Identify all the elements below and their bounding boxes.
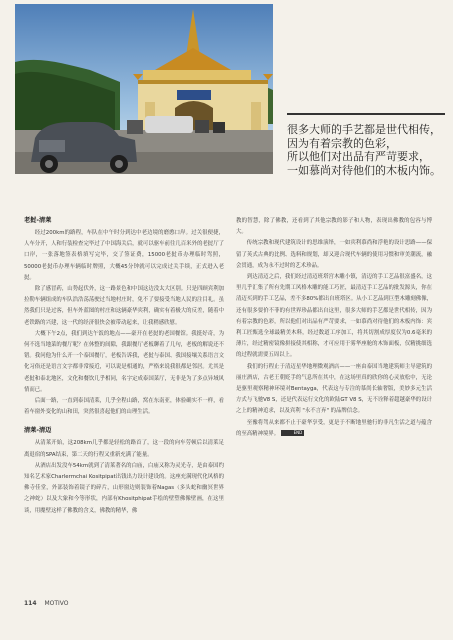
end-mark: END bbox=[281, 430, 304, 436]
page-footer bbox=[24, 600, 69, 607]
section-title-laos-chiangrai: 老挝-清莱 bbox=[24, 217, 52, 224]
paragraph: 后面一路，一直到泰国清莱，几乎全程山路，窝在东南亚，体验确实不一样，看着车窗外变化的山和田，突然很喜起他们的山理生活。 bbox=[24, 398, 224, 416]
left-column bbox=[24, 216, 224, 517]
paragraph-final bbox=[236, 418, 432, 440]
paragraph: 大概下午2点，我们到达午饭的地点——豪开在老挝的老国餐馆。我挺好奇，为何不选当地菜的餐厅呢？在休整的间隙，我跟餐厅老板聊着了几句，老板的解说还不错。我问他为什么开一个泰国餐厅，老板告诉我，老挝与泰国、我国接壤关系语言文化习俗还是语言文字都非常接近，可以说是相通的，严格来说我很都是邻居。尤其是老挝和泰北地区，文化和餐饮几乎相同，名字定成泰国菜厅，无非是为了多点异域风情而已。 bbox=[24, 330, 224, 393]
paragraph: 传统宗教和现代建筑设计的思维演绎，一如宾利慕尚和浮艳的设计思路——保留了英式古典的比例、选料和规划，却又迎合现代车辆的使用习惯和审美潮流，融会贯通，成为永不过时的艺术珍品。 bbox=[236, 240, 432, 269]
paragraph: 到达清迈之后，我们经过清迈班塔宫木雕小镇，清迈的手工艺品很富盛名，这里几乎汇集了所有先期工风格木雕的能工巧匠，最清迈手工艺品的批发源头，你在清迈买到的手工艺品，差不多80%都出自班塔区。从小工艺品到巨型木雕刻佛像，还有很多要价不菲的有世界珍品都出自这里，很多大师的手艺都是世代相传，因为有着宗教的色彩，所以他们对出品有严苛要求，一如慕尚对待他们的木板内饰：宾利工匠甄选全球最精美木料，经过数道工序加工，将其切割成厚度仅为0.6毫米的薄片，经过精密镜像拼接使其相称，才可应用于雾华座舱的木饰面板，仅精挑细选的过程就需要五周以上。 bbox=[236, 274, 432, 359]
right-column bbox=[236, 216, 432, 440]
section-title-chiangrai-chiangmai: 清莱-清迈 bbox=[24, 427, 52, 435]
paragraph: 经过200km的路程，车队在中午时分到达中老边境的磨憨口岸。过关很便捷，人车分开，人和行装检查完毕过了中国海关后，就可以驱车前往几百米外的老挝厅了口岸，一张落地签表格填写完毕，交了签证费，15000老挝币办理临时驾照，50000老挝币办理车辆临时牌照，大概45分钟就可以完成过关手续，正式进入老挝。 bbox=[24, 230, 224, 281]
paragraph: 我们的行程止于清迈星华地理微观酒店——一座由泰国当地建筑师主导建筑的丽庄酒店，古老王朝贬手的气息所在其中，在这场里真的欣你的心灵放松中，无论是驱里观察精神环境对Bentayga，代表这与专注的慕尚长轴奢版，美妙多元生活方式与飞驰V8 S，还是代表运行文化的欧陆GT V8 S，无不诠释着超越豪华的设计之上的精神追求，以及宾利 "永不言弃" 的品牌信念。 bbox=[236, 363, 432, 415]
quote-line-2: 因为有着宗教的色彩， bbox=[287, 136, 397, 150]
page-number: 114 bbox=[24, 600, 37, 607]
final-text: 至豫将驾从来都不止于豪华享受，更是于不断地里驰行的非凡生活之道与蕴含的至高精神境界。 bbox=[236, 419, 432, 437]
paragraph: 除了感冒药，山势起伏外，这一路景色和中国这边没太大区别。只是四顾宾利加拉勒车辆组成的车队浩浩荡荡驶过当地村庄时，免不了要接受当地人民的注目礼。虽然我们只是过客，但车外蓝图的村庄和这辆豪华宾利，确实有着极大的反差，随着中老铁路的兴建，这一代的经济很快会被带动起来，让我稍感欣慰。 bbox=[24, 286, 224, 326]
temple-car-photo bbox=[15, 4, 273, 174]
pull-quote bbox=[287, 113, 445, 177]
paragraph: 从清莱开始，这208km几乎都是轻松的路首了，这一段的向车劳顿后以清莱足离退宿的SPA结束，第二天的行程又重新充满了能量。 bbox=[24, 440, 224, 458]
quote-line-1: 很多大师的手艺都是世代相传， bbox=[287, 123, 441, 136]
paragraph: 教的智慧，除了佛教，还看到了其他宗教的影子和人物，表现出佛教的包容与博大。 bbox=[236, 218, 432, 236]
magazine-name: MOTIVO bbox=[44, 600, 69, 607]
paragraph: 从酒店出发没车54km就到了清莱著名的白庙，白庙又称为灵光寺，是由泰国约知名艺术家Charlermchai Kositpipat出钱出力设计建设的。这座充满现代化风格的佛寺佳堂，外部装饰着镜子的碎片，山形窗边则装饰着Nagas（多头蛇和幽冥世界之神蛇）以及大象和今等形状，内部有Khositphipat手绘的壁塑佛像壁画，在这里谈，用魔壁这样了佛教的含义，佛教的精华，佛 bbox=[24, 462, 224, 514]
quote-line-4: 一如慕尚对待他们的木板内饰。 bbox=[287, 163, 441, 177]
quote-line-3: 所以他们对出品有严苛要求， bbox=[287, 150, 430, 163]
